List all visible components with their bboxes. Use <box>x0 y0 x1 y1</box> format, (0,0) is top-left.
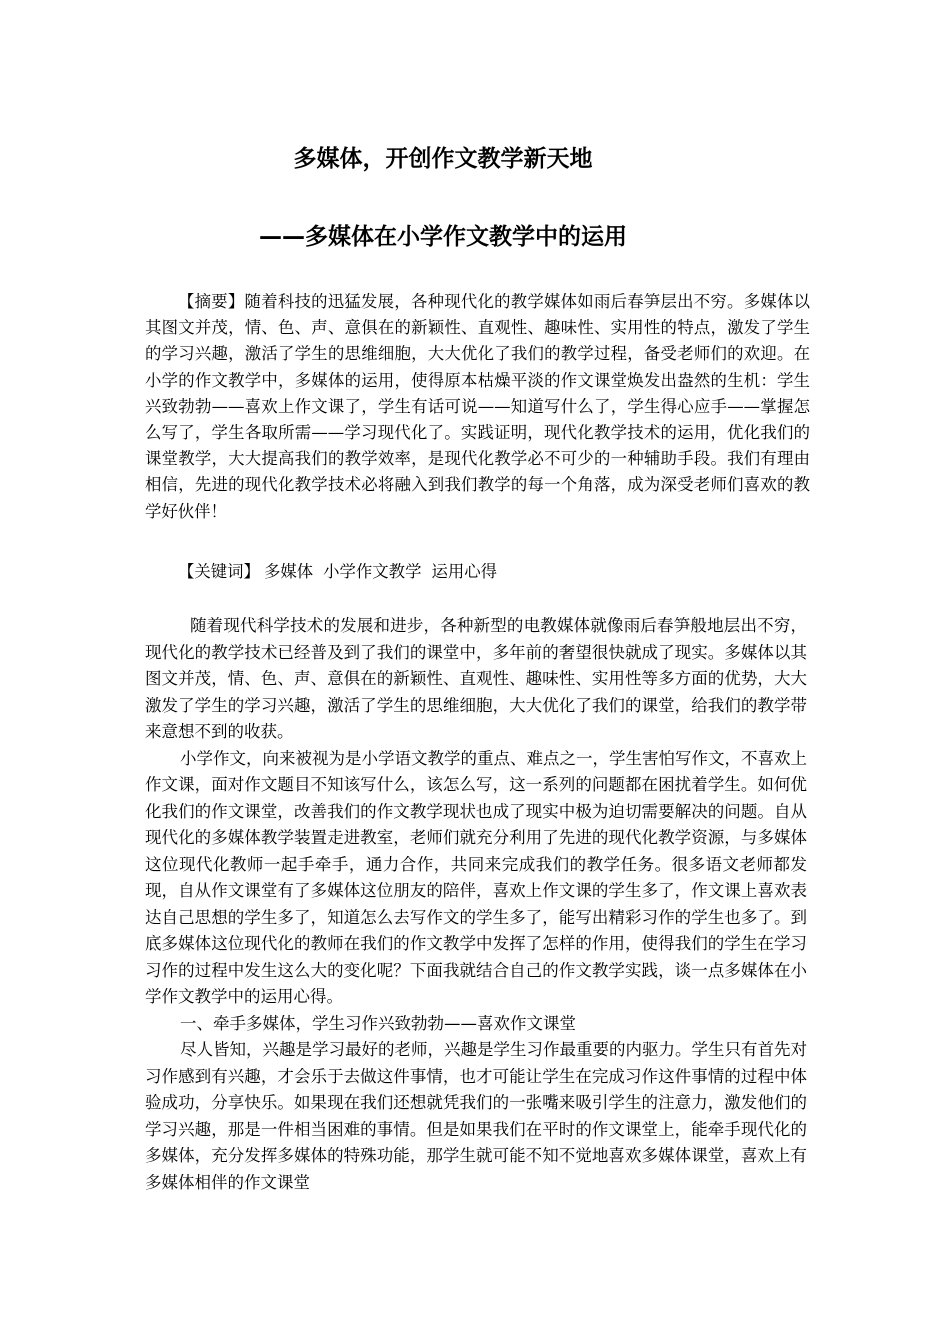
document-subtitle: ——多媒体在小学作文教学中的运用 <box>259 224 627 250</box>
keyword-term: 小学作文教学 <box>323 562 422 581</box>
document-title: 多媒体，开创作文教学新天地 <box>293 146 593 172</box>
body-paragraph: 尽人皆知，兴趣是学习最好的老师，兴趣是学生习作最重要的内驱力。学生只有首先对习作感到有兴趣，才会乐于去做这件事情，也才可能让学生在完成习作这件事情的过程中体验成功，分享快乐。如果现在我们还想就凭我们的一张嘴来吸引学生的注意力，激发他们的学习兴趣，那是一件相当困难的事情。但是如果我们在平时的作文课堂上，能牵手现代化的多媒体，充分发挥多媒体的特殊功能，那学生就可能不知不觉地喜欢多媒体课堂，喜欢上有多媒体相伴的作文课堂 <box>145 1040 807 1192</box>
keyword-term: 运用心得 <box>431 562 498 581</box>
keyword-term: 多媒体 <box>263 562 314 581</box>
abstract-paragraph: 【摘要】随着科技的迅猛发展，各种现代化的教学媒体如雨后春笋层出不穷。多媒体以其图文并茂，情、色、声、意俱在的新颖性、直观性、趣味性、实用性的特点，激发了学生的学习兴趣，激活了学生的思维细胞，大大优化了我们的教学过程，备受老师们的欢迎。在小学的作文教学中，多媒体的运用，使得原本枯燥平淡的作文课堂焕发出盎然的生机：学生兴致勃勃——喜欢上作文课了，学生有话可说——知道写什么了，学生得心应手——掌握怎么写了，学生各取所需——学习现代化了。实践证明，现代化教学技术的运用，优化我们的课堂教学，大大提高我们的教学效率，是现代化教学必不可少的一种辅助手段。我们有理由相信，先进的现代化教学技术必将融入到我们教学的每一个角落，成为深受老师们喜欢的教学好伙伴！ <box>145 292 810 521</box>
keywords-label: 【关键词】 <box>178 562 260 581</box>
body-text <box>145 613 807 1196</box>
section-heading: 一、牵手多媒体，学生习作兴致勃勃——喜欢作文课堂 <box>180 1013 576 1033</box>
body-paragraph: 随着现代科学技术的发展和进步，各种新型的电教媒体就像雨后春笋般地层出不穷，现代化的教学技术已经普及到了我们的课堂中，多年前的奢望很快就成了现实。多媒体以其图文并茂，情、色、声、意俱在的新颖性、直观性、趣味性、实用性等多方面的优势，大大激发了学生的学习兴趣，激活了学生的思维细胞，大大优化了我们的课堂，给我们的教学带来意想不到的收获。 <box>145 616 807 741</box>
keywords-line <box>178 559 507 585</box>
body-paragraph: 小学作文，向来被视为是小学语文教学的重点、难点之一，学生害怕写作文，不喜欢上作文课，面对作文题目不知该写什么，该怎么写，这一系列的问题都在困扰着学生。如何优化我们的作文课堂，改善我们的作文教学现状也成了现实中极为迫切需要解决的问题。自从现代化的多媒体教学装置走进教室，老师们就充分利用了先进的现代化教学资源，与多媒体这位现代化教师一起手牵手，通力合作，共同来完成我们的教学任务。很多语文老师都发现，自从作文课堂有了多媒体这位朋友的陪伴，喜欢上作文课的学生多了，作文课上喜欢表达自己思想的学生多了，知道怎么去写作文的学生多了，能写出精彩习作的学生也多了。到底多媒体这位现代化的教师在我们的作文教学中发挥了怎样的作用，使得我们的学生在学习习作的过程中发生这么大的变化呢？下面我就结合自己的作文教学实践，谈一点多媒体在小学作文教学中的运用心得。 <box>145 748 807 1006</box>
